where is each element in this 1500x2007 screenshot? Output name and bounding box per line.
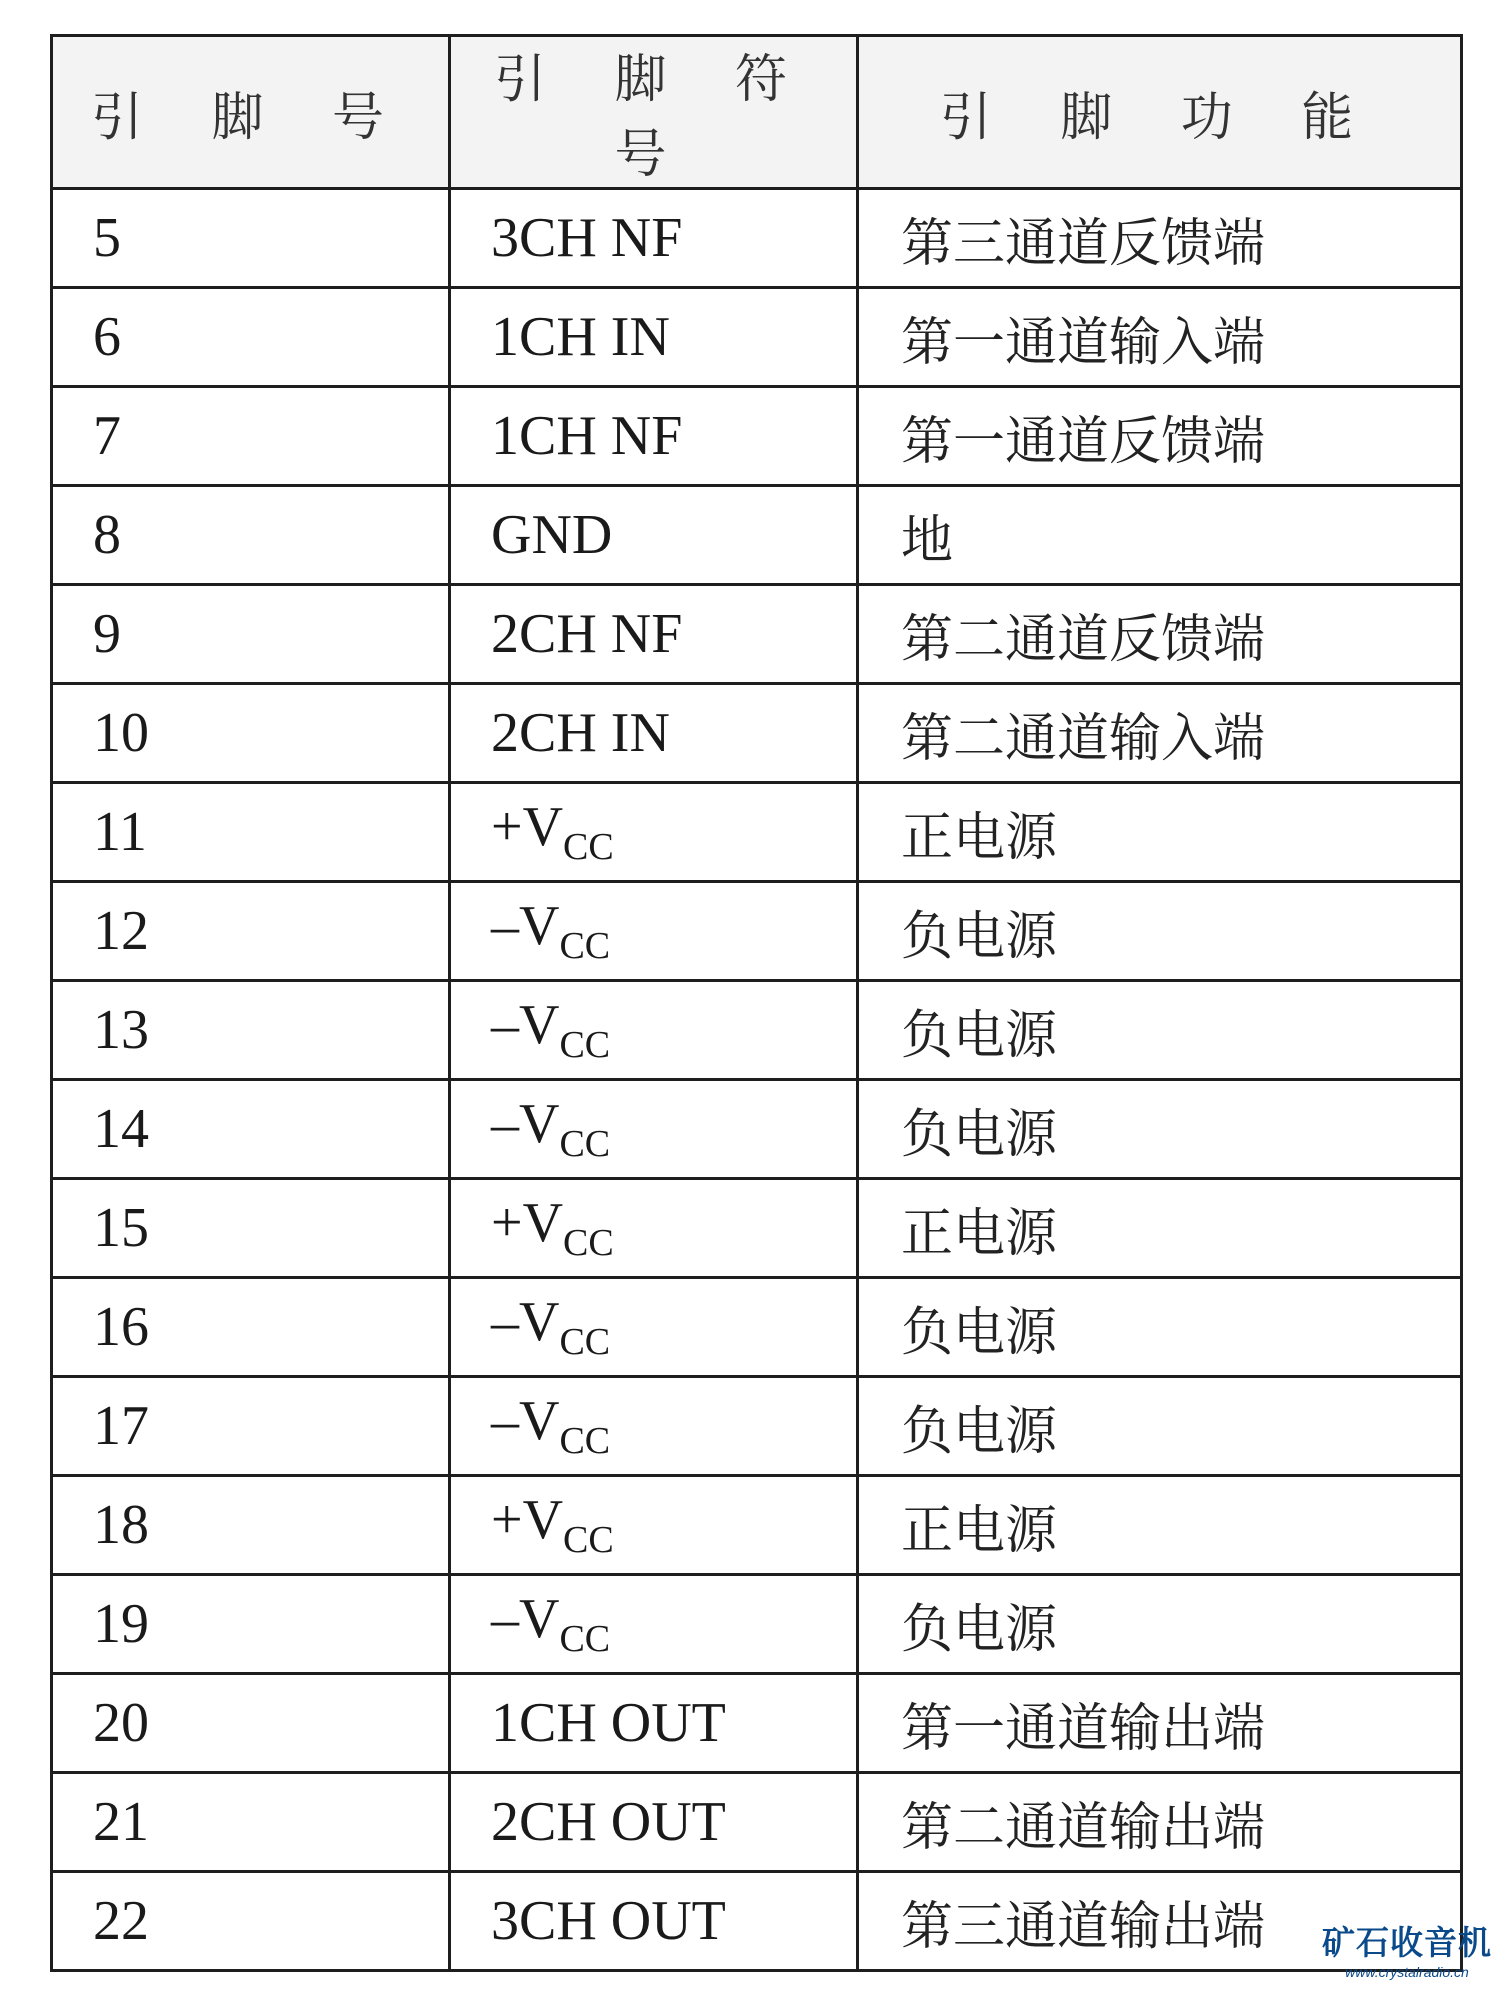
table-row xyxy=(52,189,1462,288)
table-row xyxy=(52,1080,1462,1179)
cell-pin-function: 第三通道输出端 xyxy=(858,1872,1462,1971)
pin-symbol-subscript: CC xyxy=(559,1420,611,1462)
cell-pin-number: 22 xyxy=(52,1872,450,1971)
cell-pin-number: 6 xyxy=(52,288,450,387)
cell-pin-function: 负电源 xyxy=(858,882,1462,981)
pin-symbol-text: GND xyxy=(491,504,613,566)
cell-pin-number: 14 xyxy=(52,1080,450,1179)
cell-pin-symbol xyxy=(450,486,858,585)
table-row xyxy=(52,1575,1462,1674)
cell-pin-function: 正电源 xyxy=(858,1179,1462,1278)
pin-symbol-subscript: CC xyxy=(563,826,614,868)
pin-symbol-subscript: CC xyxy=(559,1024,611,1066)
pin-function-table xyxy=(50,34,1463,1972)
cell-pin-function: 负电源 xyxy=(858,1278,1462,1377)
cell-pin-function: 第一通道反馈端 xyxy=(858,387,1462,486)
cell-pin-function: 第三通道反馈端 xyxy=(858,189,1462,288)
cell-pin-function: 正电源 xyxy=(858,1476,1462,1575)
pin-symbol-text: 2CH NF xyxy=(491,603,683,665)
cell-pin-function: 第二通道输出端 xyxy=(858,1773,1462,1872)
table-row xyxy=(52,1179,1462,1278)
pin-symbol-text: +V xyxy=(491,1192,564,1254)
pin-symbol-text: 3CH NF xyxy=(491,207,683,269)
cell-pin-symbol xyxy=(450,1080,858,1179)
cell-pin-symbol xyxy=(450,1179,858,1278)
cell-pin-number: 5 xyxy=(52,189,450,288)
cell-pin-symbol xyxy=(450,387,858,486)
pin-symbol-text: –V xyxy=(491,1291,560,1353)
cell-pin-symbol xyxy=(450,1575,858,1674)
table-row xyxy=(52,981,1462,1080)
table-row xyxy=(52,288,1462,387)
table-row xyxy=(52,1278,1462,1377)
cell-pin-symbol xyxy=(450,189,858,288)
cell-pin-number: 12 xyxy=(52,882,450,981)
cell-pin-number: 16 xyxy=(52,1278,450,1377)
table-row xyxy=(52,783,1462,882)
cell-pin-symbol xyxy=(450,783,858,882)
cell-pin-function: 第二通道反馈端 xyxy=(858,585,1462,684)
pin-symbol-subscript: CC xyxy=(559,1321,611,1363)
cell-pin-symbol xyxy=(450,585,858,684)
cell-pin-symbol xyxy=(450,1377,858,1476)
pin-symbol-text: 1CH OUT xyxy=(491,1692,726,1754)
pin-symbol-text: +V xyxy=(491,1489,564,1551)
cell-pin-symbol xyxy=(450,684,858,783)
pin-symbol-text: 3CH OUT xyxy=(491,1890,726,1952)
watermark-url: www.crystalradio.cn xyxy=(1345,1964,1469,1980)
header-pin-number: 引 脚 号 xyxy=(52,36,450,189)
cell-pin-symbol xyxy=(450,288,858,387)
table-row xyxy=(52,1377,1462,1476)
pin-symbol-text: 1CH IN xyxy=(491,306,670,368)
pin-symbol-subscript: CC xyxy=(563,1222,614,1264)
cell-pin-symbol xyxy=(450,1278,858,1377)
table-row xyxy=(52,1674,1462,1773)
cell-pin-function: 负电源 xyxy=(858,981,1462,1080)
cell-pin-number: 20 xyxy=(52,1674,450,1773)
cell-pin-function: 第一通道输入端 xyxy=(858,288,1462,387)
pin-symbol-text: 2CH IN xyxy=(491,702,670,764)
cell-pin-function: 负电源 xyxy=(858,1575,1462,1674)
cell-pin-number: 17 xyxy=(52,1377,450,1476)
cell-pin-number: 11 xyxy=(52,783,450,882)
cell-pin-function: 第一通道输出端 xyxy=(858,1674,1462,1773)
cell-pin-symbol xyxy=(450,1773,858,1872)
cell-pin-symbol xyxy=(450,1476,858,1575)
table-row xyxy=(52,486,1462,585)
pin-symbol-text: –V xyxy=(491,994,560,1056)
cell-pin-number: 8 xyxy=(52,486,450,585)
table-row xyxy=(52,882,1462,981)
header-pin-symbol: 引 脚 符 号 xyxy=(450,36,858,189)
table-row xyxy=(52,1476,1462,1575)
pin-table-container xyxy=(50,34,1460,1972)
pin-symbol-text: –V xyxy=(491,1390,560,1452)
table-row xyxy=(52,1773,1462,1872)
table-row xyxy=(52,387,1462,486)
cell-pin-symbol xyxy=(450,882,858,981)
cell-pin-number: 21 xyxy=(52,1773,450,1872)
pin-symbol-text: 1CH NF xyxy=(491,405,683,467)
cell-pin-number: 15 xyxy=(52,1179,450,1278)
pin-symbol-subscript: CC xyxy=(563,1519,614,1561)
pin-symbol-text: 2CH OUT xyxy=(491,1791,726,1853)
cell-pin-number: 18 xyxy=(52,1476,450,1575)
watermark-logo xyxy=(1322,1923,1492,1993)
cell-pin-number: 19 xyxy=(52,1575,450,1674)
table-row xyxy=(52,1872,1462,1971)
table-header-row xyxy=(52,36,1462,189)
cell-pin-number: 13 xyxy=(52,981,450,1080)
watermark-logo-text: 矿石收音机 xyxy=(1322,1923,1492,1962)
pin-symbol-text: –V xyxy=(491,1093,560,1155)
cell-pin-symbol xyxy=(450,981,858,1080)
table-row xyxy=(52,585,1462,684)
cell-pin-number: 10 xyxy=(52,684,450,783)
table-row xyxy=(52,684,1462,783)
cell-pin-symbol xyxy=(450,1872,858,1971)
cell-pin-number: 7 xyxy=(52,387,450,486)
cell-pin-function: 地 xyxy=(858,486,1462,585)
cell-pin-number: 9 xyxy=(52,585,450,684)
header-pin-function: 引 脚 功 能 xyxy=(858,36,1462,189)
pin-symbol-text: –V xyxy=(491,1588,560,1650)
pin-symbol-text: –V xyxy=(491,895,560,957)
cell-pin-function: 负电源 xyxy=(858,1377,1462,1476)
cell-pin-function: 正电源 xyxy=(858,783,1462,882)
pin-symbol-subscript: CC xyxy=(559,1123,611,1165)
cell-pin-function: 第二通道输入端 xyxy=(858,684,1462,783)
pin-symbol-text: +V xyxy=(491,796,564,858)
pin-symbol-subscript: CC xyxy=(559,1618,611,1660)
cell-pin-symbol xyxy=(450,1674,858,1773)
cell-pin-function: 负电源 xyxy=(858,1080,1462,1179)
pin-symbol-subscript: CC xyxy=(559,925,611,967)
